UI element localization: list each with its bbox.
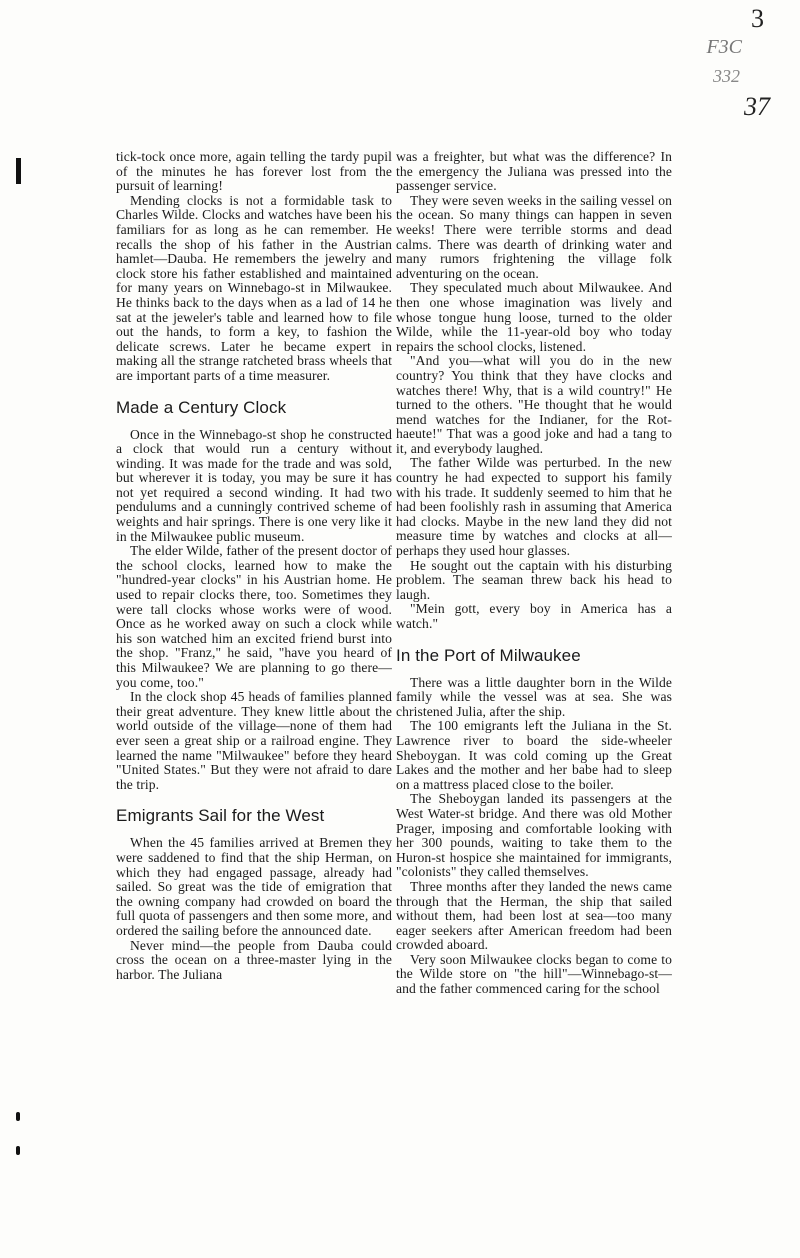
paragraph: They were seven weeks in the sailing vessel on the ocean. So many things can happen in seven weeks! There were terrible storms and dead calms. There was dearth of drinking water and many rumors frightening the village folk adventuring on the ocean. (396, 192, 672, 281)
binding-mark-bottom-2 (16, 1146, 20, 1155)
paragraph: The father Wilde was perturbed. In the new country he had expected to support his family with his trade. It suddenly seemed to him that he had been foolishly rash in assuming that America had clocks. Maybe in the new land they did not measure time by watches and clocks at all—perhaps they used hour glasses. (396, 455, 672, 559)
paragraph: "And you—what will you do in the new country? You think that they have clocks and watches there! Why, that is a wild country!" He turned to the others. "He thought that he would mend watches for the Indianer, for the Rot-haeute!" That was a good joke and had a tang to it, and everybody laughed. (396, 353, 672, 456)
handwritten-note-top: F3C (706, 36, 742, 58)
section-heading: In the Port of Milwaukee (396, 645, 581, 665)
paragraph: Three months after they landed the news came through that the Herman, the ship that sailed without them, had been lost at sea—too many eager seekers after American freedom had been crowded aboard. (396, 878, 672, 953)
section-heading: Emigrants Sail for the West (116, 806, 325, 826)
paragraph: In the clock shop 45 heads of families planned their great adventure. They knew little about the world outside of the village—none of them had ever seen a great ship or a railroad engine. They learned the name "Milwaukee" before they heard "United States." But they were not afraid to dare the trip. (116, 689, 392, 792)
paragraph: The Sheboygan landed its passengers at the West Water-st bridge. And there was old Mother Prager, imposing and comfortable looking with her 300 pounds, waiting to take them to the Huron-st hospice she maintained for immigrants, "colonists" they called themselves. (396, 791, 672, 880)
paragraph: The elder Wilde, father of the present doctor of the school clocks, learned how to make the "hundred-year clocks" in his Austrian home. He used to repair clocks there, too. Sometimes they were tall clocks whose works were of wood. Once as he worked away on such a clock while his son watched him an excited friend burst into the shop. "Franz," he said, "have you heard of this Milwaukee? We are planning to go there—you come, too." (116, 543, 392, 690)
paragraph: tick-tock once more, again telling the tardy pupil of the minutes he has forever lost from the pursuit of learning! (116, 149, 392, 194)
paragraph: Never mind—the people from Dauba could cross the ocean on a three-master lying in the harbor. The Juliana (116, 937, 392, 982)
page-number: 3 (751, 4, 764, 33)
section-heading: Made a Century Clock (116, 397, 287, 417)
paragraph: When the 45 families arrived at Bremen they were saddened to find that the ship Herman, on which they had engaged passage, already had sailed. So great was the tide of emigration that the owning company had crowded on board the full quota of passengers and then some more, and ordered the sailing before the announced date. (116, 835, 392, 938)
folio-number: 37 (744, 92, 770, 121)
paragraph: was a freighter, but what was the difference? In the emergency the Juliana was pressed into the passenger service. (396, 149, 672, 194)
article-column-right (396, 150, 672, 997)
paragraph: He sought out the captain with his disturbing problem. The seaman threw back his head to laugh. (396, 557, 672, 602)
paragraph: Very soon Milwaukee clocks began to come to the Wilde store on "the hill"—Winnebago-st—and the father commenced caring for the school (396, 951, 672, 997)
paragraph: The 100 emigrants left the Juliana in the St. Lawrence river to board the side-wheeler Sheboygan. It was cold coming up the Great Lakes and the mother and her babe had to sleep on a mattress placed close to the boiler. (396, 718, 672, 792)
article-column-left (116, 150, 392, 982)
binding-mark-top (16, 158, 21, 184)
binding-mark-bottom-1 (16, 1112, 20, 1121)
paragraph: There was a little daughter born in the Wilde family while the vessel was at sea. She was christened Julia, after the ship. (396, 674, 672, 719)
paragraph: "Mein gott, every boy in America has a watch." (396, 601, 672, 631)
paragraph: They speculated much about Milwaukee. And then one whose imagination was lively and whose tongue hung loose, turned to the older Wilde, while the 11-year-old boy who today repairs the school clocks, listened. (396, 280, 672, 354)
paragraph: Once in the Winnebago-st shop he constructed a clock that would run a century without winding. It was made for the trade and was sold, but wherever it is today, you may be sure it has not yet required a second winding. It had two pendulums and a cunningly contrived scheme of weights and hair springs. There is one very like it in the Milwaukee public museum. (116, 426, 392, 544)
handwritten-note-middle: 332 (713, 66, 740, 86)
paragraph: Mending clocks is not a formidable task to Charles Wilde. Clocks and watches have been his familiars for as long as he can remember. He recalls the shop of his father in the Austrian hamlet—Dauba. He remembers the jewelry and clock store his father established and maintained for many years on Winnebago-st in Milwaukee. He thinks back to the days when as a lad of 14 he sat at the jeweler's table and learned how to file out the hands, to form a key, to fashion the delicate screws. Later he became expert in making all the strange ratcheted brass wheels that are important parts of a time measurer. (116, 192, 392, 383)
